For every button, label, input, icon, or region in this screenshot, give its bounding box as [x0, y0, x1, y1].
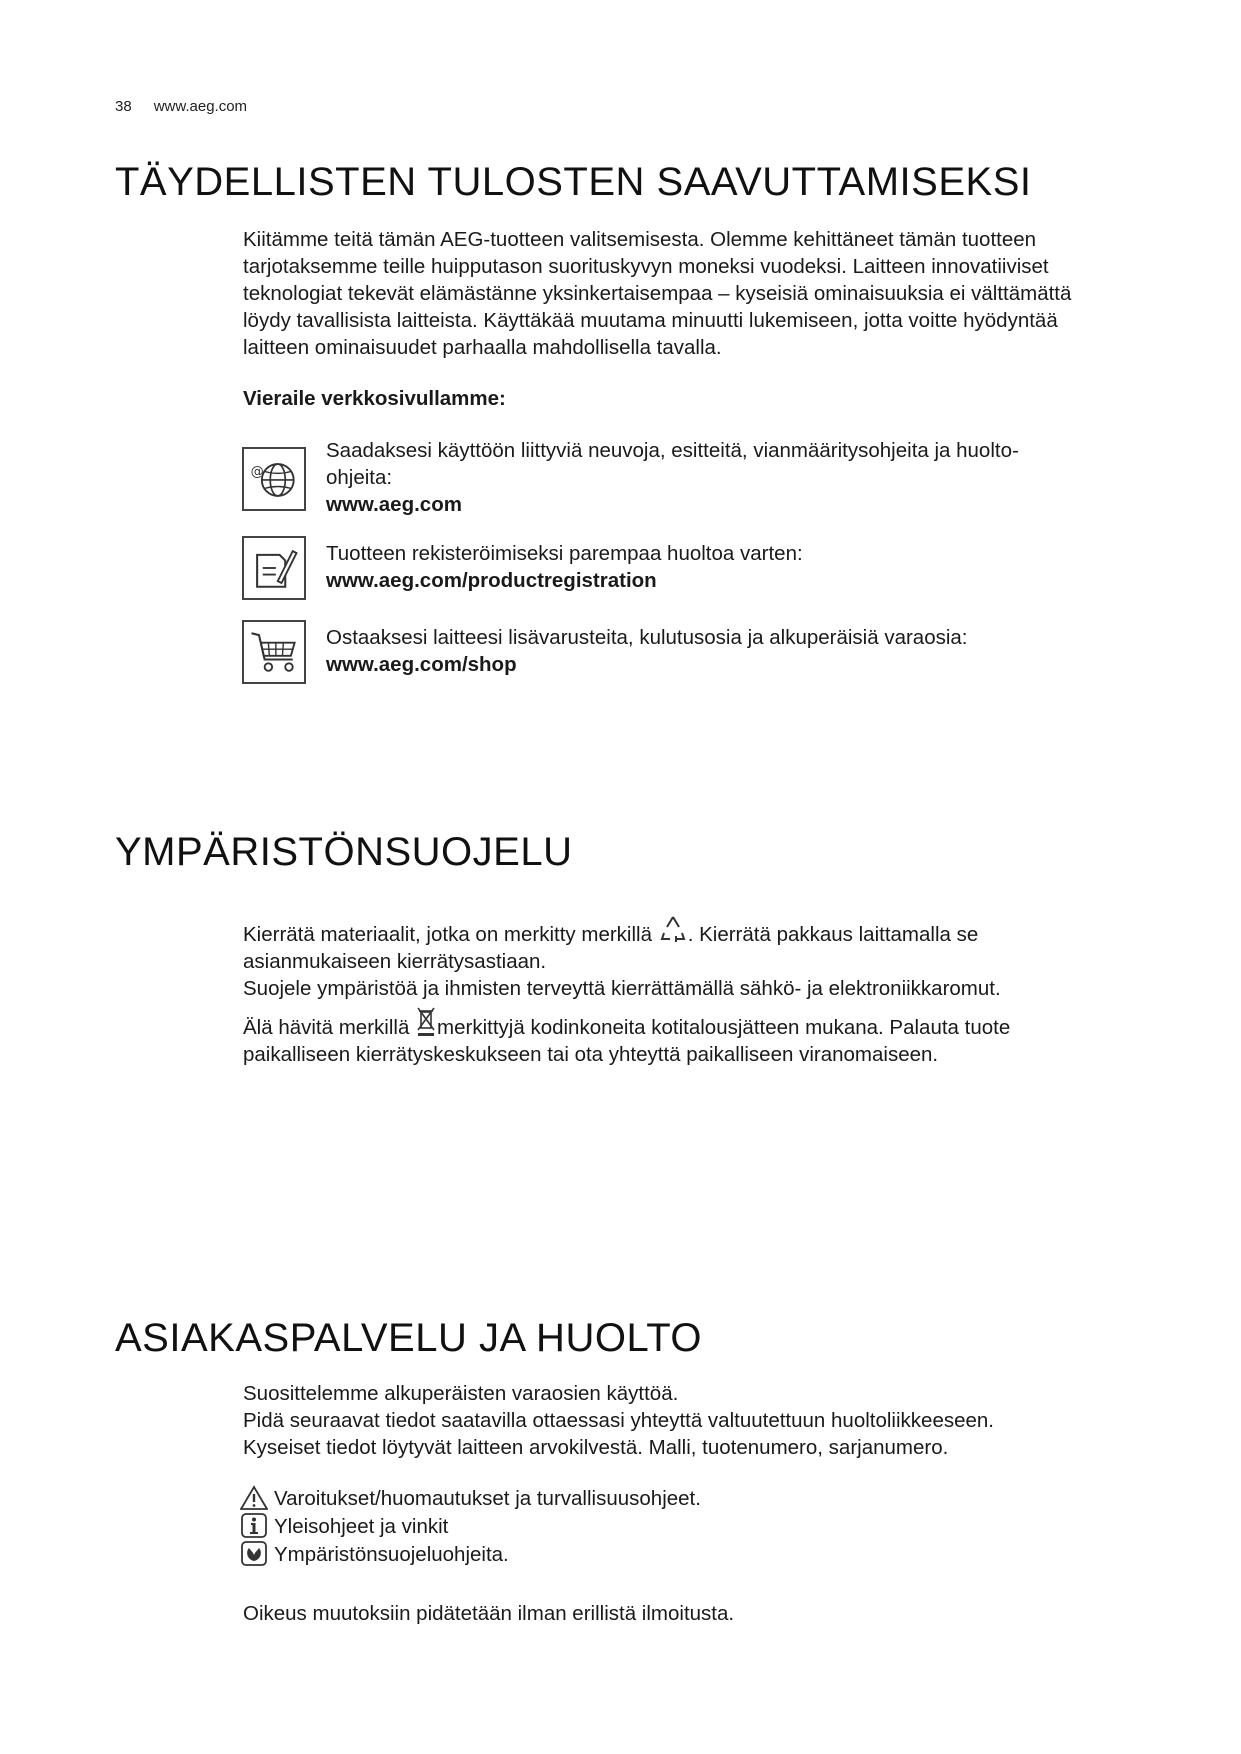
link-description: Saadaksesi käyttöön liittyviä neuvoja, esitteitä, vianmääritysohjeita ja huolto- — [326, 439, 1019, 462]
visit-heading: Vieraile verkkosivullamme: — [243, 387, 506, 410]
environment-paragraph — [243, 913, 1143, 1068]
link-url-shop[interactable]: www.aeg.com/shop — [326, 653, 517, 676]
intro-line: tarjotaksemme teille huipputason suorituskyvyn moneksi vuodeksi. Laitteen innovatiiviset — [243, 255, 1049, 278]
link-item-website — [326, 437, 1126, 518]
legend-text: Varoitukset/huomautukset ja turvallisuusohjeet. — [274, 1486, 701, 1510]
link-item-shop — [326, 624, 1126, 678]
link-url-registration[interactable]: www.aeg.com/productregistration — [326, 569, 657, 592]
service-paragraph — [243, 1380, 1143, 1461]
service-line: Suosittelemme alkuperäisten varaosien käyttöä. — [243, 1382, 679, 1405]
document-pen-icon — [242, 536, 306, 600]
legend-text: Ympäristönsuojeluohjeita. — [274, 1542, 509, 1566]
warning-triangle-icon — [240, 1485, 268, 1511]
link-url-website[interactable]: www.aeg.com — [326, 493, 462, 516]
link-description: ohjeita: — [326, 466, 393, 489]
environment-line — [243, 1006, 1143, 1041]
service-line: Kyseiset tiedot löytyvät laitteen arvokilvestä. Malli, tuotenumero, sarjanumero. — [243, 1436, 949, 1459]
page-header — [115, 98, 269, 115]
section-title-perfect-results: TÄYDELLISTEN TULOSTEN SAAVUTTAMISEKSI — [115, 160, 1032, 204]
crossed-bin-icon — [415, 1006, 437, 1038]
link-description: Tuotteen rekisteröimiseksi parempaa huoltoa varten: — [326, 542, 803, 565]
intro-line: teknologiat tekevät elämästänne yksinkertaisempaa – kyseisiä ominaisuuksia ei välttämättä — [243, 282, 1072, 305]
intro-line: Kiitämme teitä tämän AEG-tuotteen valitsemisesta. Olemme kehittäneet tämän tuotteen — [243, 228, 1037, 251]
legend-text: Yleisohjeet ja vinkit — [274, 1514, 449, 1538]
shopping-cart-icon — [242, 620, 306, 684]
svg-text:@: @ — [250, 464, 264, 480]
legend-item-info — [240, 1512, 1140, 1540]
section-title-customer-service: ASIAKASPALVELU JA HUOLTO — [115, 1316, 703, 1360]
environment-leaf-icon — [240, 1541, 268, 1567]
link-description: Ostaaksesi laitteesi lisävarusteita, kulutusosia ja alkuperäisiä varaosia: — [326, 626, 968, 649]
intro-line: laitteen ominaisuudet parhaalla mahdollisella tavalla. — [243, 336, 722, 359]
intro-paragraph — [243, 226, 1143, 361]
page-number: 38 — [115, 98, 132, 115]
environment-line: asianmukaiseen kierrätysastiaan. — [243, 950, 547, 973]
legend-item-warning — [240, 1484, 1140, 1512]
recycle-icon — [658, 913, 688, 947]
environment-text: merkittyjä kodinkoneita kotitalousjätteen mukana. Palauta tuote — [437, 1016, 1011, 1039]
info-icon — [240, 1513, 268, 1539]
service-line: Pidä seuraavat tiedot saatavilla ottaessasi yhteyttä valtuutettuun huoltoliikkeeseen. — [243, 1409, 994, 1432]
environment-text: . Kierrätä pakkaus laittamalla se — [687, 923, 979, 946]
legend-item-environment — [240, 1540, 1140, 1568]
environment-text: Kierrätä materiaalit, jotka on merkitty merkillä — [243, 923, 652, 946]
environment-line — [243, 913, 1143, 948]
globe-at-icon — [242, 447, 306, 511]
link-item-registration — [326, 540, 1126, 594]
environment-line: Suojele ympäristöä ja ihmisten terveyttä kierrättämällä sähkö- ja elektroniikkaromut. — [243, 977, 1001, 1000]
header-website[interactable]: www.aeg.com — [153, 98, 248, 115]
environment-text: Älä hävitä merkillä — [243, 1016, 410, 1039]
footer-note: Oikeus muutoksiin pidätetään ilman erillistä ilmoitusta. — [243, 1602, 735, 1625]
section-title-environment: YMPÄRISTÖNSUOJELU — [115, 830, 573, 874]
environment-line: paikalliseen kierrätyskeskukseen tai ota yhteyttä paikalliseen viranomaiseen. — [243, 1043, 939, 1066]
intro-line: löydy tavallisista laitteista. Käyttäkää muutama minuutti lukemiseen, jotta voitte hyödyntää — [243, 309, 1058, 332]
symbol-legend — [240, 1484, 1140, 1568]
